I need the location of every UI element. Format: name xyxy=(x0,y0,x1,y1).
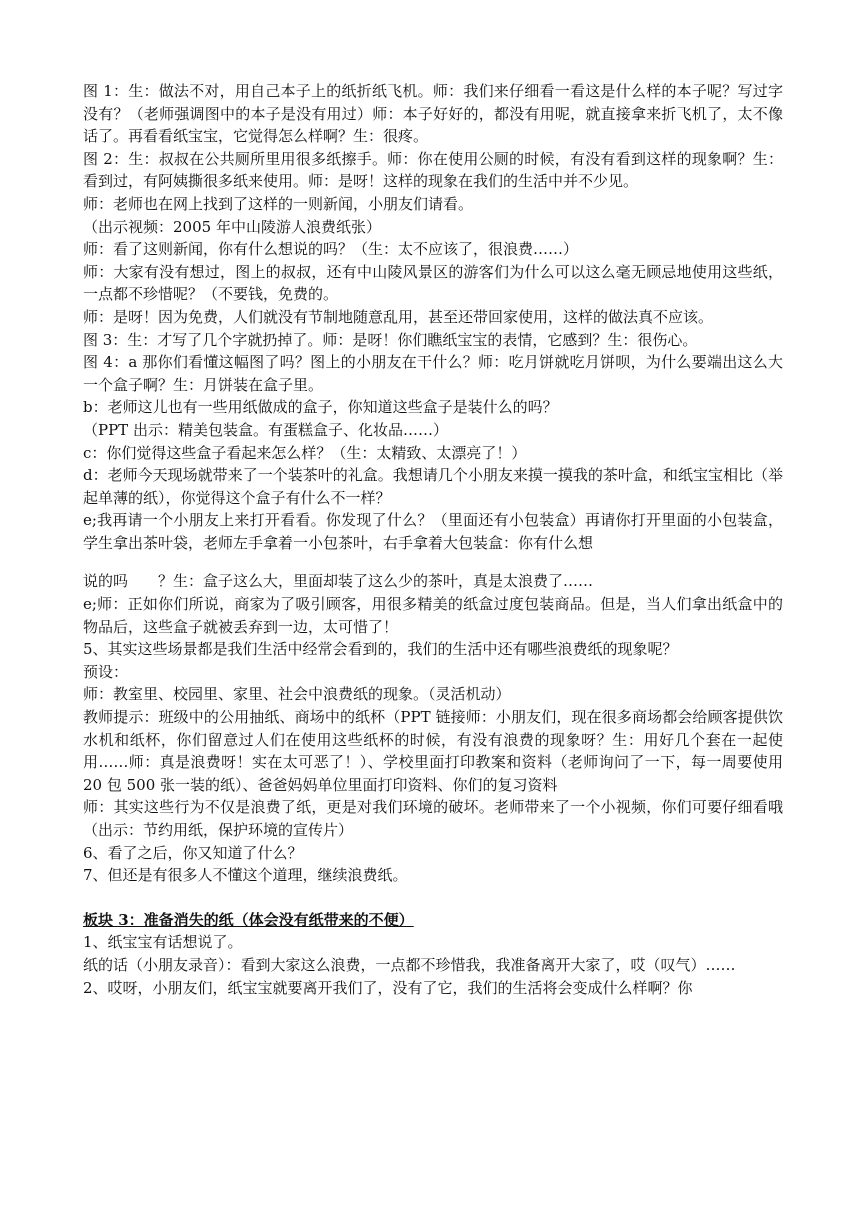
paragraph: 1、纸宝宝有话想说了。 xyxy=(83,933,243,952)
paragraph: e;我再请一个小朋友上来打开看看。你发现了什么？（里面还有小包装盒）再请你打开里面的小包装盒，学生拿出茶叶袋，老师左手拿着一小包茶叶，右手拿着大包装盒：你有什么想 xyxy=(83,511,783,552)
paragraph: （PPT 出示：精美包装盒。有蛋糕盒子、化妆品……） xyxy=(83,420,448,439)
paragraph: 师：大家有没有想过，图上的叔叔，还有中山陵风景区的游客们为什么可以这么毫无顾忌地使用这些纸，一点都不珍惜呢？（不要钱，免费的。 xyxy=(83,262,783,304)
paragraph: 师：看了这则新闻，你有什么想说的吗？（生：太不应该了，很浪费……） xyxy=(83,240,579,259)
paragraph-figure-2: 图 2：生：叔叔在公共厕所里用很多纸擦手。师：你在使用公厕的时候，有没有看到这样的现象啊？生：看到过，有阿姨撕很多纸来使用。师：是呀！这样的现象在我们的生活中并不少见。 xyxy=(83,149,783,191)
paragraph: b：老师这儿也有一些用纸做成的盒子，你知道这些盒子是装什么的吗？ xyxy=(83,398,558,417)
paragraph: （出示视频：2005 年中山陵游人浪费纸张） xyxy=(83,217,381,236)
section-heading: 板块 3：准备消失的纸（体会没有纸带来的不便） xyxy=(83,910,414,929)
paragraph: d：老师今天现场就带来了一个装茶叶的礼盒。我想请几个小朋友来摸一摸我的茶叶盒，和纸宝宝相比（举起单薄的纸），你觉得这个盒子有什么不一样？ xyxy=(83,466,783,507)
paragraph: 师：其实这些行为不仅是浪费了纸，更是对我们环境的破坏。老师带来了一个小视频，你们可要仔细看哦（出示：节约用纸，保护环境的宣传片） xyxy=(83,798,783,839)
paragraph: 2、哎呀，小朋友们，纸宝宝就要离开我们了，没有了它，我们的生活将会变成什么样啊？你 xyxy=(83,978,693,997)
document-body xyxy=(83,80,783,999)
paragraph: c：你们觉得这些盒子看起来怎么样？（生：太精致、太漂亮了！） xyxy=(83,443,527,462)
paragraph: 师：是呀！因为免费，人们就没有节制地随意乱用，甚至还带回家使用，这样的做法真不应该。 xyxy=(83,307,714,326)
paragraph: 说的吗 ？生：盒子这么大，里面却装了这么少的茶叶，真是太浪费了…… xyxy=(83,572,594,591)
paragraph-figure-3: 图 3：生：才写了几个字就扔掉了。师：是呀！你们瞧纸宝宝的表情，它感到？生：很伤心。 xyxy=(83,330,698,349)
paragraph-teacher-tip: 教师提示：班级中的公用抽纸、商场中的纸杯（PPT 链接师：小朋友们，现在很多商场都会给顾客提供饮水机和纸杯，你们留意过人们在使用这些纸杯的时候，有没有浪费的现象呀？生：用好几个套在一起使用……师：真是浪费呀！实在太可恶了！）、学校里面打印教案和资料（老师询问了一下，每一周要使用 20 包 500 张一装的纸）、爸爸妈妈单位里面打印资料、你们的复习资料 xyxy=(83,708,783,794)
paragraph: 纸的话（小朋友录音）：看到大家这么浪费，一点都不珍惜我，我准备离开大家了，哎（叹气）…… xyxy=(83,955,736,974)
paragraph-step-6: 6、看了之后，你又知道了什么？ xyxy=(83,843,303,862)
paragraph: 预设： xyxy=(83,662,129,681)
paragraph: e;师：正如你们所说，商家为了吸引顾客，用很多精美的纸盒过度包装商品。但是，当人们拿出纸盒中的物品后，这些盒子就被丢弃到一边，太可惜了！ xyxy=(83,595,783,636)
paragraph-figure-1: 图 1：生：做法不对，用自己本子上的纸折纸飞机。师：我们来仔细看一看这是什么样的本子呢？写过字没有？（老师强调图中的本子是没有用过）师：本子好好的，都没有用呢，就直接拿来折飞机了，太不像话了。再看看纸宝宝，它觉得怎么样啊？生：很疼。 xyxy=(83,82,783,146)
paragraph: 师：教室里、校园里、家里、社会中浪费纸的现象。（灵活机动） xyxy=(83,685,511,704)
paragraph: 师：老师也在网上找到了这样的一则新闻，小朋友们请看。 xyxy=(83,194,474,213)
paragraph-figure-4: 图 4：a 那你们看懂这幅图了吗？图上的小朋友在干什么？师：吃月饼就吃月饼呗，为什么要端出这么大一个盒子啊？生：月饼装在盒子里。 xyxy=(83,353,783,394)
paragraph-step-5: 5、其实这些场景都是我们生活中经常会看到的，我们的生活中还有哪些浪费纸的现象呢？ xyxy=(83,640,678,659)
paragraph-step-7: 7、但还是有很多人不懂这个道理，继续浪费纸。 xyxy=(83,866,408,885)
